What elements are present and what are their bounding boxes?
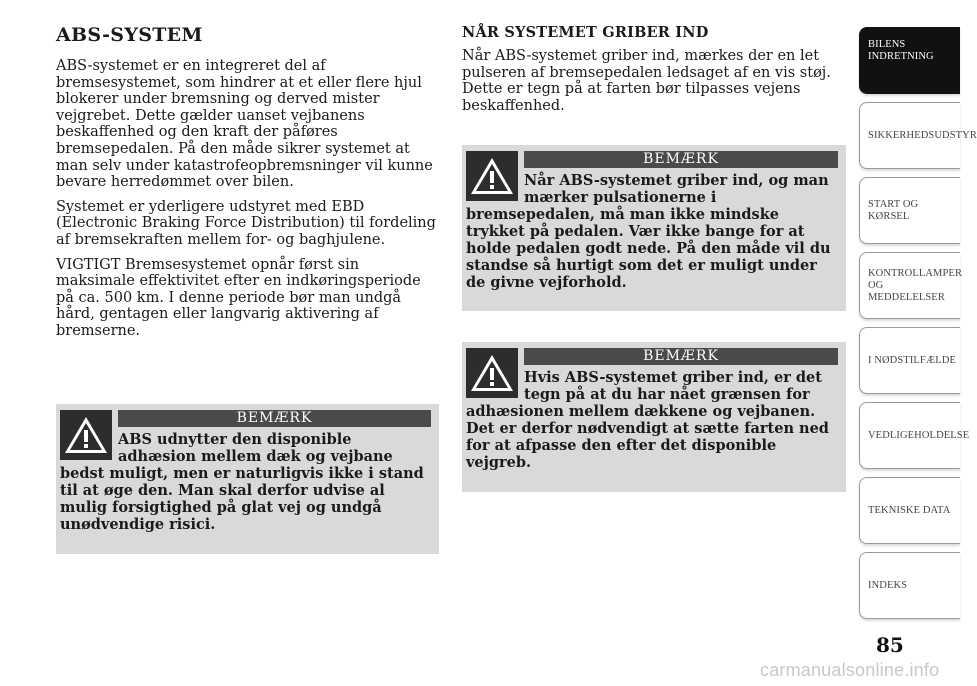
tab-label: VEDLIGEHOLDELSE: [868, 429, 970, 441]
note-label: BEMÆRK: [524, 348, 838, 365]
note-box: [462, 145, 846, 311]
tab-label: INDEKS: [868, 579, 908, 591]
intervention-paragraph: Når ABS-systemet griber ind, mærkes der en let pulseren af bremsepedalen ledsaget af en vis støj. Dette er tegn på at farten bør tilpasses vejens beskaffenhed.: [462, 48, 831, 114]
tab-kontrollamper[interactable]: [859, 252, 963, 319]
section-title: ABS-SYSTEM: [56, 24, 203, 46]
warning-triangle-icon: [60, 410, 112, 460]
tab-label: START OG KØRSEL: [868, 198, 919, 222]
warning-triangle-icon: [466, 348, 518, 398]
tab-label: KONTROLLAMPER OG MEDDELELSER: [868, 267, 963, 303]
tab-start-og-korsel[interactable]: [859, 177, 960, 244]
chapter-sidebar: [859, 27, 977, 627]
note-text: Når ABS-systemet griber ind, og man mærker pulsationerne i bremsepedalen, må man ikke mindske trykket på pedalen. Vær ikke bange for at holde pedalen godt nede. På den måde vil du standse så hurtigt som det er muligt under de givne vejforhold.: [466, 172, 831, 291]
subsection-heading: NÅR SYSTEMET GRIBER IND: [462, 24, 709, 41]
tab-bilens-indretning[interactable]: [859, 27, 960, 94]
page-number: 85: [876, 633, 904, 657]
note-text: ABS udnytter den disponible adhæsion mellem dæk og vejbane bedst muligt, men er naturligvis ikke i stand til at øge den. Man skal derfor udvise al mulig forsigtighed på glat vej og undgå unødvendige risici.: [60, 431, 424, 533]
note-text: Hvis ABS-systemet griber ind, er det tegn på at du har nået grænsen for adhæsionen mellem dækkene og vejbanen. Det er derfor nødvendigt at sætte farten ned for at afpasse den efter det disponible vejgreb.: [466, 369, 829, 471]
ebd-paragraph: Systemet er yderligere udstyret med EBD (Electronic Braking Force Distribution) til fordeling af bremsekraften mellem for- og baghjulene.: [56, 198, 436, 248]
note-label: BEMÆRK: [524, 151, 838, 168]
tab-sikkerhedsudstyr[interactable]: [859, 102, 977, 169]
tab-label: BILENS INDRETNING: [868, 39, 934, 63]
tab-label: I NØDSTILFÆLDE: [868, 354, 957, 366]
tab-vedligeholdelse[interactable]: [859, 402, 970, 469]
note-box: [56, 404, 439, 554]
abs-intro-paragraph: ABS-systemet er en integreret del af bremsesystemet, som hindrer at et eller flere hjul blokerer under bremsning og derved mister vejgrebet. Dette gælder uanset vejbanens beskaffenhed og den kraft der påføres bremsepedalen. På den måde sikrer systemet at man selv under katastrofeopbremsninger vil kunne bevare herredømmet over bilen.: [56, 58, 433, 191]
right-column: [462, 24, 846, 122]
tab-label: SIKKERHEDSUDSTYR: [868, 129, 977, 141]
tab-label: TEKNISKE DATA: [868, 504, 951, 516]
tab-i-nodstilfaelde[interactable]: [859, 327, 960, 394]
tab-indeks[interactable]: [859, 552, 960, 619]
watermark: carmanualsonline.info: [760, 660, 940, 680]
warning-triangle-icon: [466, 151, 518, 201]
important-paragraph: VIGTIGT Bremsesystemet opnår først sin maksimale effektivitet efter en indkøringsperiode på ca. 500 km. I denne periode bør man undgå hård, gentagen eller langvarig aktivering af bremserne.: [56, 256, 421, 339]
left-column: [56, 24, 436, 348]
note-label: BEMÆRK: [118, 410, 431, 427]
note-box: [462, 342, 846, 492]
tab-tekniske-data[interactable]: [859, 477, 960, 544]
